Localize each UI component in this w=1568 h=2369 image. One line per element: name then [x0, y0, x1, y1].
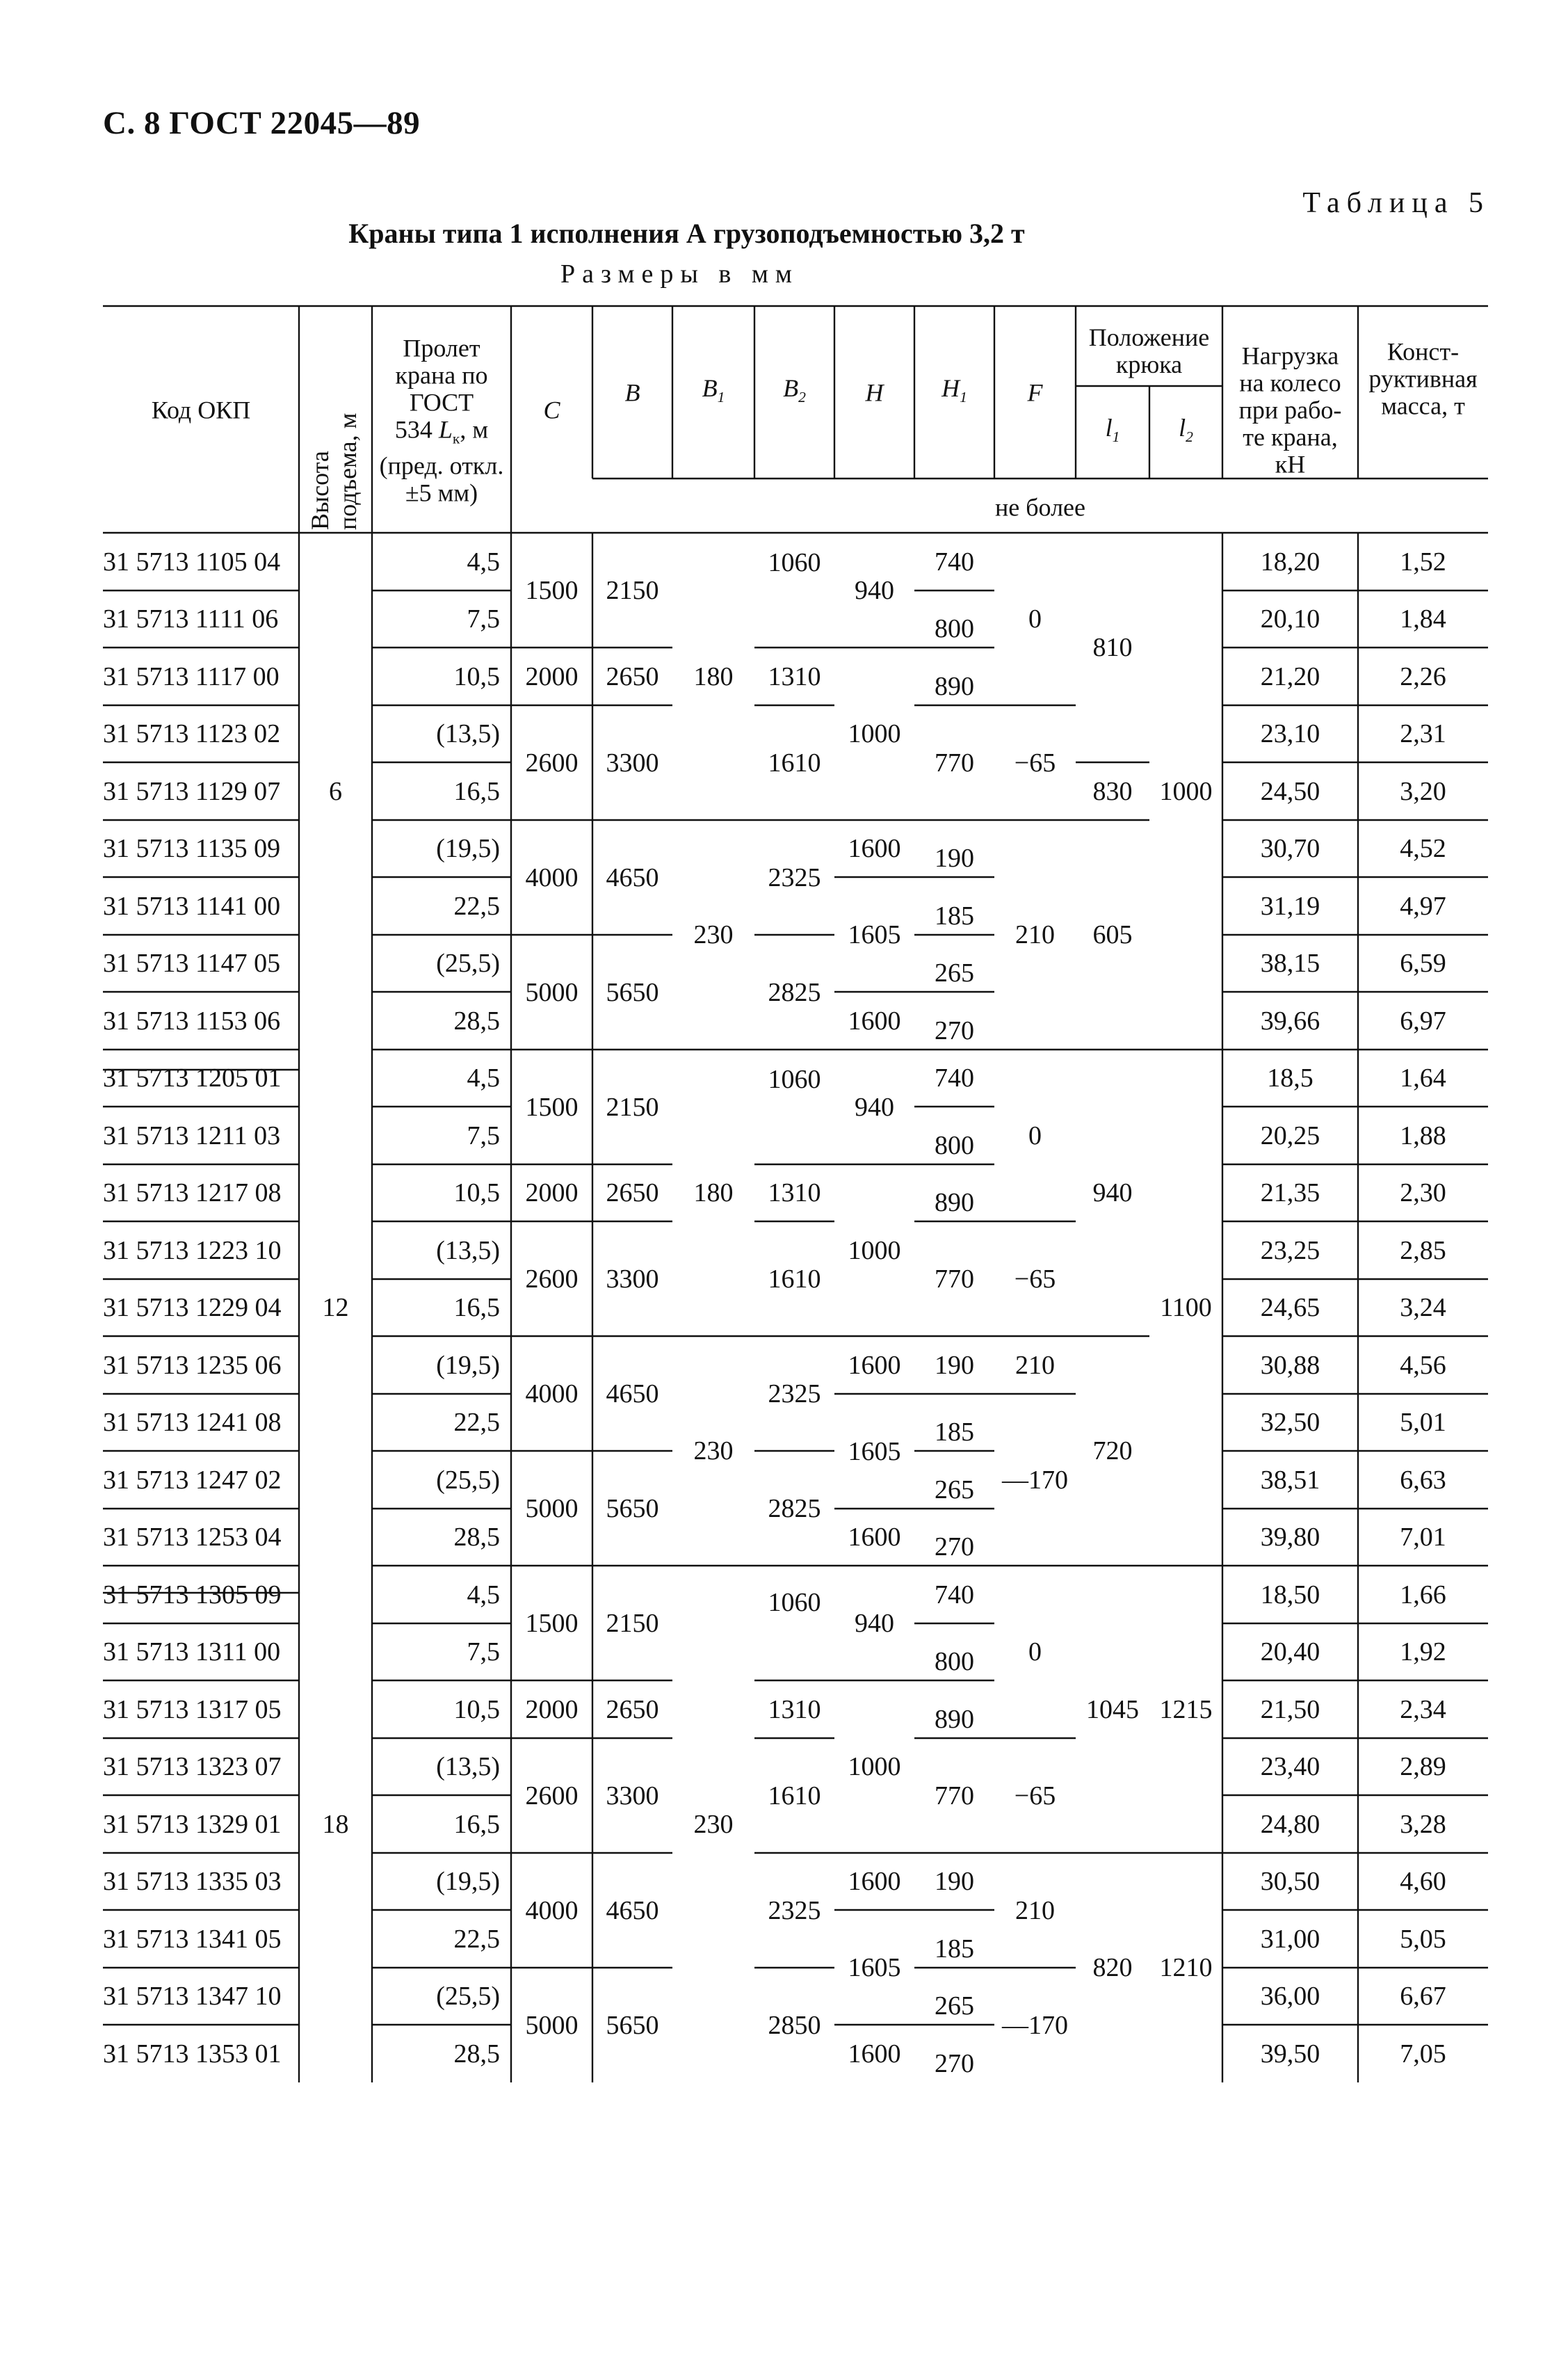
- table-row-wheel-load: 18,50: [1260, 1580, 1320, 1609]
- table-row-wheel-load: 31,19: [1260, 891, 1320, 921]
- dimension-H1: 800: [935, 1647, 974, 1676]
- table-row-wheel-load: 21,20: [1260, 661, 1320, 691]
- table-row-mass: 1,84: [1400, 604, 1446, 634]
- table-row-wheel-load: 39,66: [1260, 1006, 1320, 1036]
- header-wheel-load: Нагрузка на колесо при рабо- те крана, кН: [1238, 342, 1342, 479]
- table-row-wheel-load: 20,10: [1260, 604, 1320, 634]
- dimension-B: 5650: [606, 977, 659, 1007]
- lift-height-group: 12: [322, 1293, 349, 1322]
- header-B2: $B_2$: [783, 374, 806, 406]
- table-row-code: 31 5713 1253 04: [103, 1523, 282, 1552]
- header-mass: Конст- руктивная масса, т: [1368, 337, 1478, 420]
- table-row-code: 31 5713 1141 00: [103, 891, 281, 921]
- dimension-C: 4000: [525, 862, 579, 892]
- table-row-span: 7,5: [467, 1637, 500, 1667]
- table-title: Краны типа 1 исполнения А грузоподъемностью 3,2 т: [348, 218, 1025, 249]
- dimension-B2: 1060: [768, 547, 821, 577]
- table-row-mass: 7,05: [1400, 2039, 1446, 2069]
- table-row-code: 31 5713 1323 07: [103, 1752, 282, 1781]
- hook-position-l1: 810: [1092, 633, 1133, 662]
- table-row-span: 4,5: [467, 547, 500, 577]
- table-row-code: 31 5713 1223 10: [103, 1235, 282, 1265]
- table-row-mass: 6,59: [1400, 949, 1446, 978]
- table-row-span: (13,5): [436, 1235, 500, 1265]
- table-row-mass: 1,92: [1400, 1637, 1446, 1667]
- hook-position-l2: 1210: [1159, 1953, 1213, 1982]
- dimension-B: 2650: [606, 661, 659, 691]
- dimension-B2: 1060: [768, 1064, 821, 1094]
- table-row-code: 31 5713 1241 08: [103, 1408, 282, 1437]
- table-row-span: 22,5: [453, 1924, 500, 1954]
- dimension-B2: 1060: [768, 1587, 821, 1617]
- dimension-C: 2600: [525, 748, 579, 778]
- table-row-wheel-load: 24,50: [1260, 776, 1320, 806]
- table-row-span: (19,5): [436, 834, 500, 863]
- dimension-H: 1605: [848, 920, 901, 949]
- table-row-wheel-load: 23,25: [1260, 1235, 1320, 1265]
- header-lift-height: Высота подъема, м: [306, 412, 362, 530]
- table-row-mass: 1,52: [1400, 547, 1446, 577]
- dimension-H1: 185: [935, 1418, 974, 1447]
- dimension-C: 5000: [525, 1493, 579, 1523]
- dimension-B2: 2850: [768, 2010, 821, 2040]
- table-row-span: 7,5: [467, 604, 500, 634]
- dimension-C: 5000: [525, 977, 579, 1007]
- dimension-H1: 190: [935, 844, 974, 873]
- table-row-span: (13,5): [436, 1752, 500, 1781]
- dimension-B: 3300: [606, 748, 659, 778]
- dimension-B2: 2325: [768, 1895, 821, 1925]
- table-row-mass: 6,67: [1400, 1982, 1446, 2011]
- dimension-C: 1500: [525, 575, 579, 605]
- table-row-span: 28,5: [453, 2039, 500, 2069]
- table-row-mass: 3,28: [1400, 1809, 1446, 1839]
- header-l2: $l_2$: [1179, 413, 1193, 446]
- table-row-mass: 3,24: [1400, 1293, 1446, 1322]
- table-row-span: 4,5: [467, 1063, 500, 1093]
- dimension-B: 5650: [606, 1493, 659, 1523]
- dimension-H1: 185: [935, 901, 974, 931]
- table-subtitle: Размеры в мм: [560, 259, 799, 289]
- table-row-span: 28,5: [453, 1523, 500, 1552]
- table-row-mass: 5,05: [1400, 1924, 1446, 1954]
- dimension-B1: 180: [693, 1178, 734, 1207]
- dimension-H1: 770: [935, 1781, 974, 1810]
- header-H: H: [865, 378, 884, 407]
- dimension-B2: 2825: [768, 977, 821, 1007]
- dimension-H: 1600: [848, 1350, 901, 1380]
- table-row-code: 31 5713 1211 03: [103, 1121, 281, 1150]
- dimension-B: 2150: [606, 575, 659, 605]
- table-row-wheel-load: 31,00: [1260, 1924, 1320, 1954]
- table-row-mass: 4,52: [1400, 834, 1446, 863]
- dimension-H: 1605: [848, 1952, 901, 1982]
- dimension-C: 2600: [525, 1781, 579, 1810]
- hook-position-l1: 605: [1092, 920, 1133, 949]
- dimension-H: 1000: [848, 1235, 901, 1265]
- table-row-mass: 5,01: [1400, 1408, 1446, 1437]
- table-row-wheel-load: 36,00: [1260, 1982, 1320, 2011]
- table-row-wheel-load: 20,40: [1260, 1637, 1320, 1667]
- table-row-mass: 1,88: [1400, 1121, 1446, 1150]
- table-row-mass: 1,66: [1400, 1580, 1446, 1609]
- dimension-B1: 230: [693, 920, 734, 949]
- dimension-B: 3300: [606, 1264, 659, 1294]
- table-row-mass: 6,97: [1400, 1006, 1446, 1036]
- dimension-H: 1000: [848, 719, 901, 748]
- dimension-B: 2150: [606, 1608, 659, 1638]
- table-row-wheel-load: 20,25: [1260, 1121, 1320, 1150]
- header-F: F: [1027, 378, 1043, 407]
- dimension-H: 1600: [848, 1523, 901, 1552]
- table-row-wheel-load: 38,51: [1260, 1465, 1320, 1495]
- dimension-F: −65: [1014, 748, 1056, 778]
- dimension-B: 2150: [606, 1092, 659, 1122]
- table-row-code: 31 5713 1123 02: [103, 719, 281, 748]
- dimension-B: 5650: [606, 2010, 659, 2040]
- table-row-span: 16,5: [453, 1293, 500, 1322]
- table-number: Таблица 5: [1302, 187, 1490, 219]
- dimension-B2: 1610: [768, 748, 821, 778]
- table-row-wheel-load: 24,65: [1260, 1293, 1320, 1322]
- header-not-more: не более: [994, 493, 1085, 522]
- table-row-mass: 1,64: [1400, 1063, 1446, 1093]
- table-row-mass: 2,26: [1400, 661, 1446, 691]
- hook-position-l1: 830: [1092, 776, 1133, 806]
- table-row-span: (25,5): [436, 949, 500, 978]
- table-row-span: (19,5): [436, 1350, 500, 1380]
- dimension-H1: 265: [935, 958, 974, 988]
- dimension-B: 2650: [606, 1178, 659, 1207]
- dimension-H: 940: [855, 1092, 894, 1122]
- table-row-mass: 7,01: [1400, 1523, 1446, 1552]
- dimension-H1: 740: [935, 1063, 974, 1093]
- table-row-code: 31 5713 1135 09: [103, 834, 281, 863]
- dimension-H1: 800: [935, 614, 974, 643]
- table-row-span: 16,5: [453, 776, 500, 806]
- dimension-F: 0: [1028, 1121, 1042, 1150]
- dimension-B1: 180: [693, 661, 734, 691]
- table-row-span: 10,5: [453, 1178, 500, 1207]
- table-row-wheel-load: 18,20: [1260, 547, 1320, 577]
- lift-height-group: 18: [322, 1809, 349, 1839]
- dimension-H1: 770: [935, 748, 974, 778]
- dimension-H: 1600: [848, 1006, 901, 1036]
- dimension-C: 1500: [525, 1092, 579, 1122]
- dimension-H1: 890: [935, 1188, 974, 1217]
- dimension-C: 4000: [525, 1895, 579, 1925]
- table-row-code: 31 5713 1205 01: [103, 1063, 282, 1093]
- header-B: B: [624, 378, 640, 407]
- dimension-H1: 270: [935, 1015, 974, 1045]
- table-row-code: 31 5713 1229 04: [103, 1293, 282, 1322]
- table-row-span: 10,5: [453, 661, 500, 691]
- header-l1: $l_1$: [1105, 413, 1120, 446]
- dimension-H: 1600: [848, 834, 901, 863]
- lift-height-group: 6: [329, 776, 342, 806]
- dimension-B2: 2325: [768, 862, 821, 892]
- table-row-code: 31 5713 1147 05: [103, 949, 281, 978]
- dimension-H1: 770: [935, 1264, 974, 1294]
- table-row-span: (13,5): [436, 719, 500, 748]
- dimension-F: −65: [1014, 1264, 1056, 1294]
- dimension-F: 0: [1028, 1637, 1042, 1667]
- dimension-F: —170: [1002, 2010, 1068, 2040]
- table-row-mass: 4,97: [1400, 891, 1446, 921]
- table-row-wheel-load: 39,80: [1260, 1523, 1320, 1552]
- dimension-B1: 230: [693, 1809, 734, 1839]
- table-row-span: 22,5: [453, 891, 500, 921]
- table-row-code: 31 5713 1217 08: [103, 1178, 282, 1207]
- dimension-C: 2000: [525, 661, 579, 691]
- table-row-mass: 4,56: [1400, 1350, 1446, 1380]
- hook-position-l1: 940: [1092, 1178, 1133, 1207]
- table-row-wheel-load: 18,5: [1267, 1063, 1314, 1093]
- table-row-span: 16,5: [453, 1809, 500, 1839]
- table-row-span: (25,5): [436, 1465, 500, 1495]
- dimension-C: 2600: [525, 1264, 579, 1294]
- header-code: Код ОКП: [151, 396, 251, 424]
- table-row-span: (19,5): [436, 1867, 500, 1896]
- table-row-code: 31 5713 1129 07: [103, 776, 281, 806]
- dimension-H1: 800: [935, 1130, 974, 1160]
- dimension-C: 2000: [525, 1694, 579, 1724]
- dimension-H: 940: [855, 1608, 894, 1638]
- dimension-C: 5000: [525, 2010, 579, 2040]
- table-row-code: 31 5713 1153 06: [103, 1006, 281, 1036]
- header-span: Пролет крана по ГОСТ 534 $L_к$, м (пред. откл. ±5 мм): [379, 334, 504, 507]
- table-row-wheel-load: 30,70: [1260, 834, 1320, 863]
- table-row-wheel-load: 32,50: [1260, 1408, 1320, 1437]
- dimension-B2: 2325: [768, 1379, 821, 1408]
- hook-position-l1: 1045: [1086, 1694, 1139, 1724]
- dimension-H: 1000: [848, 1752, 901, 1781]
- dimension-B2: 2825: [768, 1493, 821, 1523]
- dimension-F: 210: [1015, 920, 1055, 949]
- table-row-mass: 4,60: [1400, 1867, 1446, 1896]
- table-row-span: (25,5): [436, 1982, 500, 2011]
- table-row-code: 31 5713 1305 09: [103, 1580, 282, 1609]
- dimension-F: —170: [1002, 1465, 1068, 1495]
- dimension-B: 4650: [606, 1895, 659, 1925]
- hook-position-l2: 1100: [1160, 1293, 1212, 1322]
- table-row-span: 7,5: [467, 1121, 500, 1150]
- table-row-code: 31 5713 1335 03: [103, 1867, 282, 1896]
- dimension-F: −65: [1014, 1781, 1056, 1810]
- header-hook-position: Положение крюка: [1088, 323, 1210, 378]
- table-row-wheel-load: 21,50: [1260, 1694, 1320, 1724]
- dimension-F: 210: [1015, 1895, 1055, 1925]
- table-row-code: 31 5713 1353 01: [103, 2039, 282, 2069]
- dimension-B2: 1610: [768, 1781, 821, 1810]
- table-row-wheel-load: 39,50: [1260, 2039, 1320, 2069]
- table-row-code: 31 5713 1247 02: [103, 1465, 282, 1495]
- table-row-span: 22,5: [453, 1408, 500, 1437]
- dimension-B: 4650: [606, 1379, 659, 1408]
- table-row-mass: 2,30: [1400, 1178, 1446, 1207]
- dimension-B1: 230: [693, 1436, 734, 1465]
- table-row-wheel-load: 30,88: [1260, 1350, 1320, 1380]
- dimension-C: 4000: [525, 1379, 579, 1408]
- table-row-code: 31 5713 1105 04: [103, 547, 281, 577]
- table-row-mass: 2,85: [1400, 1235, 1446, 1265]
- dimension-H1: 190: [935, 1867, 974, 1896]
- dimension-B: 4650: [606, 862, 659, 892]
- table-row-code: 31 5713 1111 06: [103, 604, 279, 634]
- table-row-mass: 6,63: [1400, 1465, 1446, 1495]
- table-row-wheel-load: 38,15: [1260, 949, 1320, 978]
- hook-position-l2: 1000: [1159, 776, 1213, 806]
- table-row-wheel-load: 23,10: [1260, 719, 1320, 748]
- dimension-H1: 890: [935, 1704, 974, 1734]
- hook-position-l1: 720: [1092, 1436, 1133, 1465]
- dimension-H: 1600: [848, 1867, 901, 1896]
- dimension-H1: 740: [935, 1580, 974, 1609]
- table-row-code: 31 5713 1341 05: [103, 1924, 282, 1954]
- dimension-B2: 1310: [768, 1694, 821, 1724]
- dimension-H1: 740: [935, 547, 974, 577]
- table-row-span: 4,5: [467, 1580, 500, 1609]
- table-row-span: 28,5: [453, 1006, 500, 1036]
- header-B1: $B_1$: [702, 374, 725, 406]
- table-row-mass: 2,31: [1400, 719, 1446, 748]
- dimension-F: 0: [1028, 604, 1042, 634]
- table-row-wheel-load: 30,50: [1260, 1867, 1320, 1896]
- dimension-B2: 1310: [768, 661, 821, 691]
- dimension-B2: 1310: [768, 1178, 821, 1207]
- dimension-B2: 1610: [768, 1264, 821, 1294]
- dimension-B: 2650: [606, 1694, 659, 1724]
- table-row-code: 31 5713 1329 01: [103, 1809, 282, 1839]
- header-H1: $H_1$: [941, 374, 967, 406]
- dimension-H1: 265: [935, 1991, 974, 2021]
- header-C: C: [543, 396, 560, 424]
- dimension-C: 2000: [525, 1178, 579, 1207]
- dimension-H: 940: [855, 575, 894, 605]
- dimension-H1: 265: [935, 1475, 974, 1504]
- dimension-H: 1600: [848, 2039, 901, 2069]
- table-row-wheel-load: 23,40: [1260, 1752, 1320, 1781]
- table-row-code: 31 5713 1235 06: [103, 1350, 282, 1380]
- table-row-wheel-load: 21,35: [1260, 1178, 1320, 1207]
- dimension-H1: 190: [935, 1350, 974, 1380]
- table-row-wheel-load: 24,80: [1260, 1809, 1320, 1839]
- dimension-H: 1605: [848, 1436, 901, 1466]
- table-row-span: 10,5: [453, 1694, 500, 1724]
- hook-position-l2: 1215: [1159, 1694, 1213, 1724]
- page-reference: С. 8 ГОСТ 22045—89: [103, 105, 421, 141]
- hook-position-l1: 820: [1092, 1953, 1133, 1982]
- dimension-B: 3300: [606, 1781, 659, 1810]
- table-row-mass: 3,20: [1400, 776, 1446, 806]
- dimension-H1: 270: [935, 2048, 974, 2078]
- dimension-C: 1500: [525, 1608, 579, 1638]
- dimension-H1: 185: [935, 1934, 974, 1964]
- table-row-code: 31 5713 1347 10: [103, 1982, 282, 2011]
- table-row-mass: 2,89: [1400, 1752, 1446, 1781]
- table-row-code: 31 5713 1311 00: [103, 1637, 281, 1667]
- dimension-F: 210: [1015, 1350, 1055, 1380]
- dimension-H1: 270: [935, 1532, 974, 1561]
- table-row-mass: 2,34: [1400, 1694, 1446, 1724]
- table-row-code: 31 5713 1317 05: [103, 1694, 282, 1724]
- table-row-code: 31 5713 1117 00: [103, 661, 280, 691]
- dimension-H1: 890: [935, 671, 974, 701]
